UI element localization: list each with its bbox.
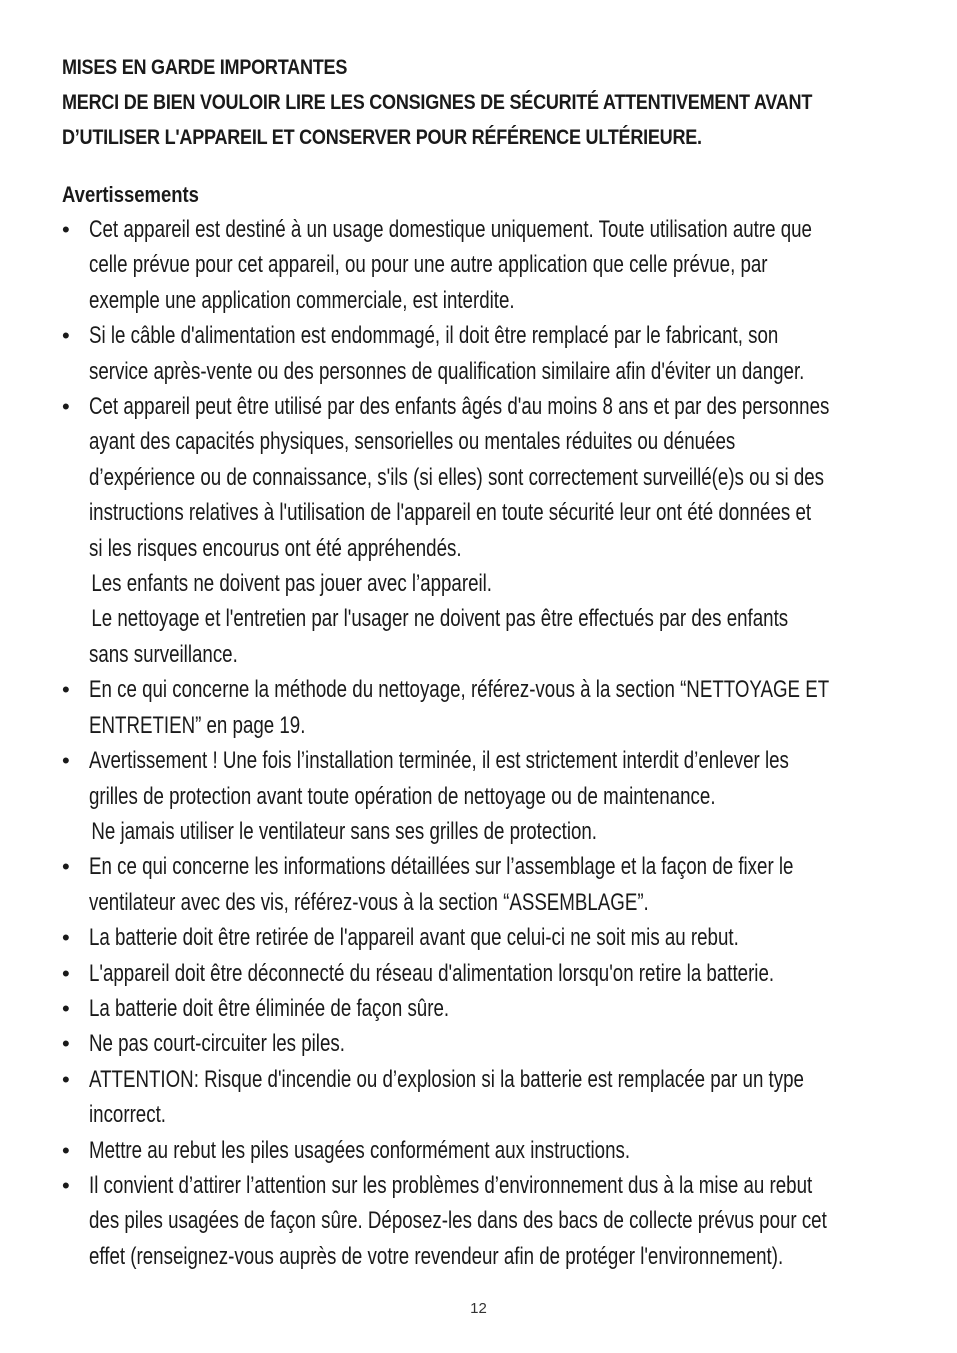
list-item-text: La batterie doit être retirée de l'appareil avant que celui-ci ne soit mis au rebut. bbox=[89, 924, 739, 952]
list-item-text: Ne pas court-circuiter les piles. bbox=[89, 1030, 345, 1058]
list-item-text: ventilateur avec des vis, référez-vous à la section “ASSEMBLAGE”. bbox=[89, 888, 649, 916]
bullet-icon: • bbox=[62, 1137, 70, 1163]
section-title: Avertissements bbox=[62, 182, 199, 207]
list-item-continuation-text: Ne jamais utiliser le ventilateur sans ses grilles de protection. bbox=[91, 817, 598, 845]
list-item bbox=[62, 956, 902, 991]
bullet-icon: • bbox=[62, 925, 70, 951]
list-item-text: Il convient d’attirer l’attention sur les problèmes d’environnement dus à la mise au rebut bbox=[89, 1171, 813, 1199]
list-item-text: effet (renseignez-vous auprès de votre revendeur afin de protéger l'environnement). bbox=[89, 1242, 784, 1270]
list-item-text: ayant des capacités physiques, sensorielles ou mentales réduites ou dénuées bbox=[89, 428, 736, 456]
list-item-text: L'appareil doit être déconnecté du réseau d'alimentation lorsqu'on retire la batterie. bbox=[89, 959, 775, 987]
list-item-text: En ce qui concerne les informations détaillées sur l’assemblage et la façon de fixer le bbox=[89, 853, 794, 881]
bullet-icon: • bbox=[62, 217, 70, 242]
list-item-text: Avertissement ! Une fois l’installation terminée, il est strictement interdit d’enlever les bbox=[89, 747, 789, 775]
bullet-icon: • bbox=[62, 1031, 70, 1057]
list-item-text: Cet appareil est destiné à un usage domestique uniquement. Toute utilisation autre que bbox=[89, 216, 812, 243]
list-item-text: des piles usagées de façon sûre. Déposez-les dans des bacs de collecte prévus pour cet bbox=[89, 1207, 827, 1235]
list-item bbox=[62, 1168, 902, 1274]
list-item-text: si les risques encourus ont été appréhendés. bbox=[89, 534, 462, 562]
list-item bbox=[62, 1062, 902, 1133]
bullet-icon: • bbox=[62, 394, 70, 420]
list-item-text: instructions relatives à l'utilisation de l'appareil en toute sécurité leur ont été données et bbox=[89, 499, 812, 527]
list-item-continuation-text: sans surveillance. bbox=[89, 640, 238, 668]
list-item bbox=[62, 743, 902, 849]
header-instruction-line-1: MERCI DE BIEN VOULOIR LIRE LES CONSIGNES DE SÉCURITÉ ATTENTIVEMENT AVANT bbox=[62, 90, 813, 114]
list-item bbox=[62, 212, 902, 318]
list-item-continuation-text: Les enfants ne doivent pas jouer avec l’appareil. bbox=[91, 570, 493, 598]
header-title: MISES EN GARDE IMPORTANTES bbox=[62, 55, 348, 79]
list-item bbox=[62, 849, 902, 920]
list-item bbox=[62, 1133, 902, 1168]
bullet-icon: • bbox=[62, 677, 70, 703]
list-item bbox=[62, 318, 902, 389]
list-item-text: grilles de protection avant toute opération de nettoyage ou de maintenance. bbox=[89, 782, 716, 810]
warning-list bbox=[62, 212, 902, 1274]
list-item-text: d’expérience ou de connaissance, s'ils (si elles) sont correctement surveillé(e)s ou si des bbox=[89, 463, 825, 491]
list-item bbox=[62, 991, 902, 1026]
bullet-icon: • bbox=[62, 323, 70, 349]
list-item-text: En ce qui concerne la méthode du nettoyage, référez-vous à la section “NETTOYAGE ET bbox=[89, 676, 830, 704]
list-item-text: ENTRETIEN” en page 19. bbox=[89, 711, 306, 739]
document-page bbox=[62, 50, 902, 1274]
list-item-text: incorrect. bbox=[89, 1101, 166, 1129]
list-item-text: ATTENTION: Risque d'incendie ou d’explosion si la batterie est remplacée par un type bbox=[89, 1065, 804, 1093]
list-item-text: Mettre au rebut les piles usagées conformément aux instructions. bbox=[89, 1136, 631, 1164]
list-item-text: La batterie doit être éliminée de façon sûre. bbox=[89, 994, 450, 1022]
list-item bbox=[62, 1026, 902, 1061]
list-item bbox=[62, 389, 902, 672]
header-instruction-line-2: D’UTILISER L'APPAREIL ET CONSERVER POUR RÉFÉRENCE ULTÉRIEURE. bbox=[62, 125, 702, 149]
bullet-icon: • bbox=[62, 960, 70, 986]
list-item-text: Cet appareil peut être utilisé par des enfants âgés d'au moins 8 ans et par des personnes bbox=[89, 393, 830, 421]
bullet-icon: • bbox=[62, 1172, 70, 1198]
list-item bbox=[62, 672, 902, 743]
list-item-text: exemple une application commerciale, est interdite. bbox=[89, 286, 515, 314]
bullet-icon: • bbox=[62, 854, 70, 880]
bullet-icon: • bbox=[62, 995, 70, 1021]
bullet-icon: • bbox=[62, 1066, 70, 1092]
list-item-text: Si le câble d'alimentation est endommagé, il doit être remplacé par le fabricant, son bbox=[89, 322, 779, 350]
list-item-text: celle prévue pour cet appareil, ou pour une autre application que celle prévue, par bbox=[89, 251, 768, 279]
list-item bbox=[62, 920, 902, 955]
page-number: 12 bbox=[470, 1300, 487, 1317]
list-item-text: service après-vente ou des personnes de qualification similaire afin d'éviter un danger. bbox=[89, 357, 805, 385]
list-item-continuation-text: Le nettoyage et l'entretien par l'usager ne doivent pas être effectués par des enfants bbox=[91, 605, 789, 633]
bullet-icon: • bbox=[62, 748, 70, 774]
